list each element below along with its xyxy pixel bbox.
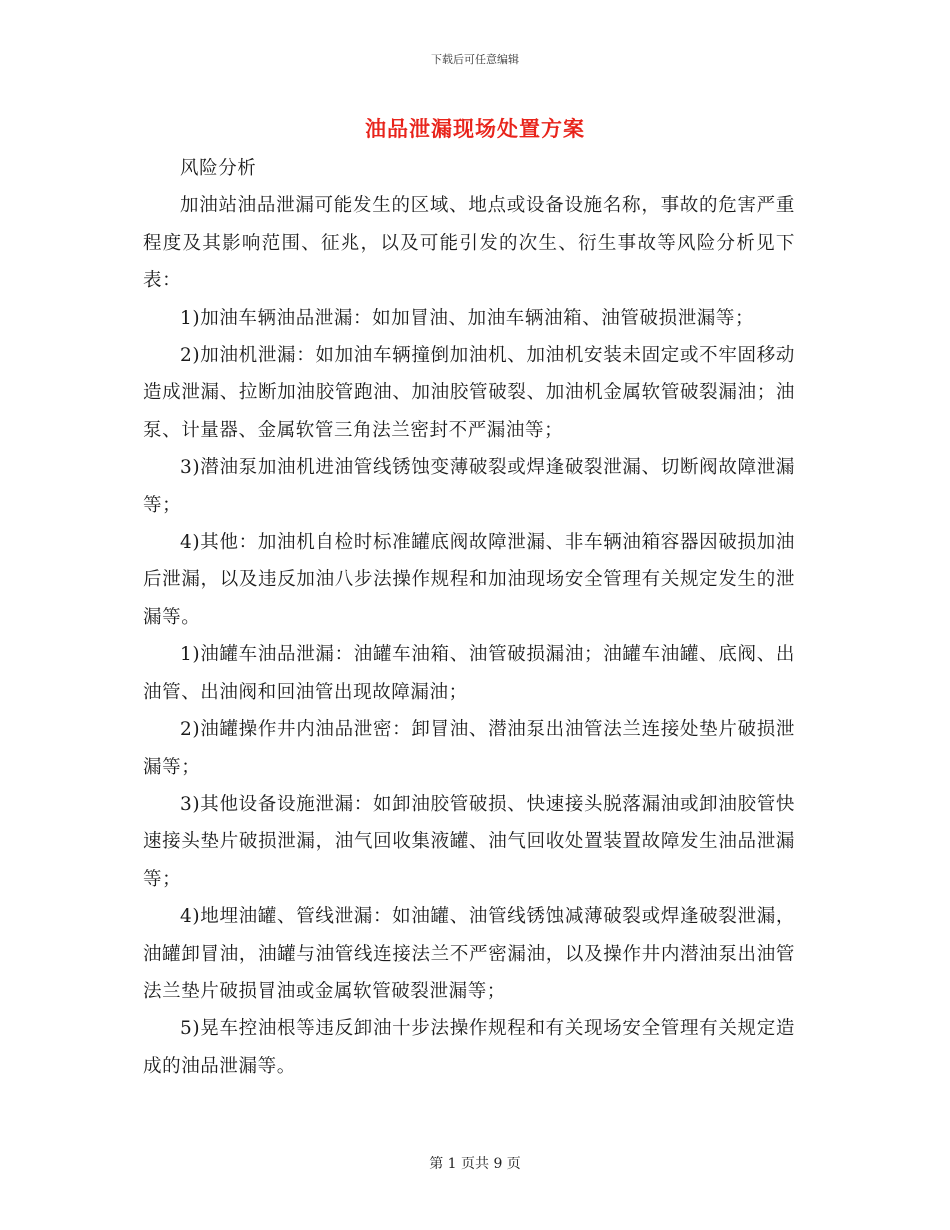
page-footer: 第 1 页共 9 页 bbox=[429, 1156, 521, 1172]
list-item: 2)加油机泄漏：如加油车辆撞倒加油机、加油机安装未固定或不牢固移动造成泄漏、拉断加油胶管跑油、加油胶管破裂、加油机金属软管破裂漏油；油泵、计量器、金属软管三角法兰密封不严漏油等； bbox=[143, 345, 795, 441]
paragraph: 加油站油品泄漏可能发生的区域、地点或设备设施名称，事故的危害严重程度及其影响范围、征兆，以及可能引发的次生、衍生事故等风险分析见下表： bbox=[143, 195, 795, 292]
document-title: 油品泄漏现场处置方案 bbox=[365, 116, 585, 141]
page-header: 下载后可任意编辑 bbox=[431, 53, 519, 66]
list-item: 4)其他：加油机自检时标准罐底阀故障泄漏、非车辆油箱容器因破损加油后泄漏，以及违反加油八步法操作规程和加油现场安全管理有关规定发生的泄漏等。 bbox=[143, 532, 795, 628]
section-heading: 风险分析 bbox=[180, 158, 257, 179]
list-item: 2)油罐操作井内油品泄密：卸冒油、潜油泵出油管法兰连接处垫片破损泄漏等； bbox=[143, 719, 795, 778]
list-item: 5)晃车控油根等违反卸油十步法操作规程和有关现场安全管理有关规定造成的油品泄漏等。 bbox=[143, 1018, 795, 1077]
list-item: 1)油罐车油品泄漏：油罐车油箱、油管破损漏油；油罐车油罐、底阀、出油管、出油阀和回油管出现故障漏油； bbox=[143, 644, 795, 703]
list-item: 3)其他设备设施泄漏：如卸油胶管破损、快速接头脱落漏油或卸油胶管快速接头垫片破损泄漏，油气回收集液罐、油气回收处置装置故障发生油品泄漏等； bbox=[143, 793, 795, 890]
list-item: 1)加油车辆油品泄漏：如加冒油、加油车辆油箱、油管破损泄漏等； bbox=[180, 307, 755, 329]
list-item: 4)地埋油罐、管线泄漏：如油罐、油管线锈蚀减薄破裂或焊逢破裂泄漏，油罐卸冒油，油罐与油管线连接法兰不严密漏油，以及操作井内潜油泵出油管法兰垫片破损冒油或金属软管破裂泄漏等； bbox=[143, 906, 795, 1002]
list-item: 3)潜油泵加油机进油管线锈蚀变薄破裂或焊逢破裂泄漏、切断阀故障泄漏等； bbox=[143, 457, 795, 516]
document-body bbox=[143, 150, 795, 1085]
